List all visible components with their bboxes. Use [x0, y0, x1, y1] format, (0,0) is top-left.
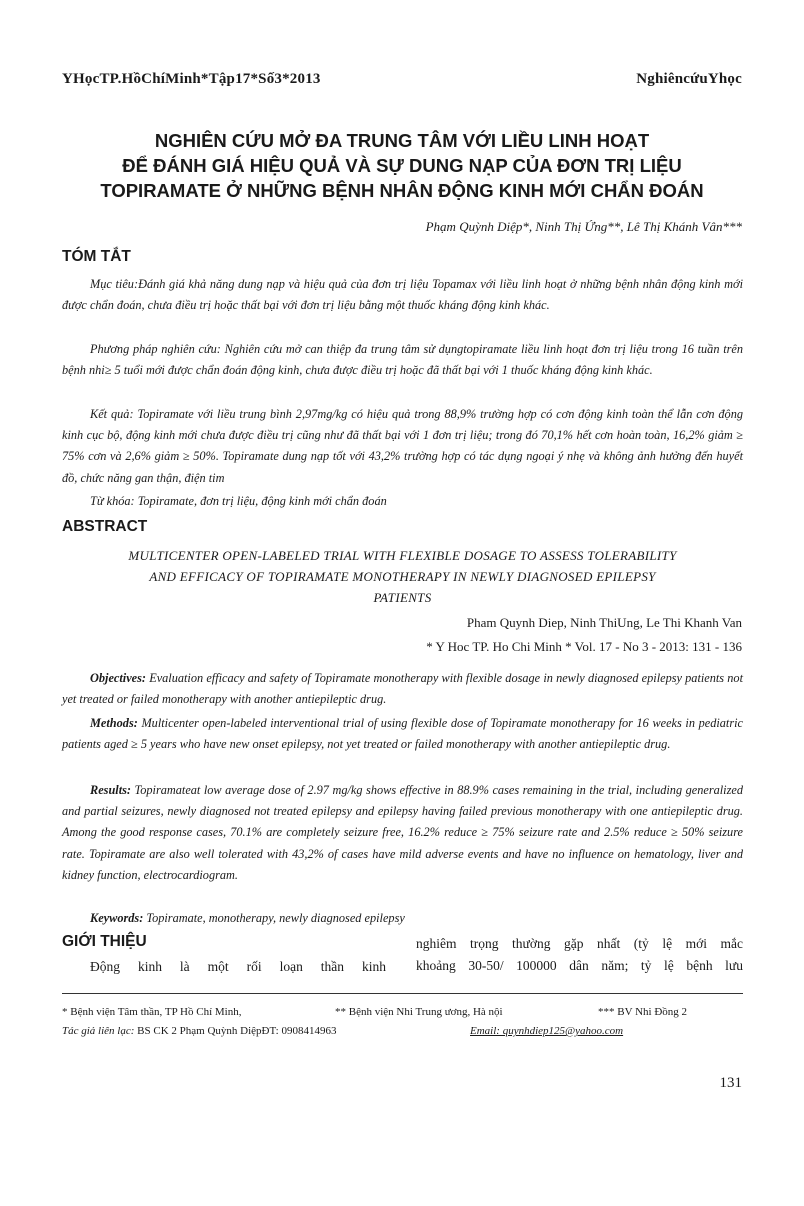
- intro-left-column-line: Động kinh là một rối loạn thần kinh: [90, 959, 386, 974]
- footnote-divider: [62, 993, 743, 994]
- label-keywords: Keywords:: [90, 911, 144, 925]
- intro-right-line-1: nghiêm trọng thường gặp nhất (tỷ lệ mới mắc: [416, 936, 743, 951]
- contact-text: BS CK 2 Phạm Quỳnh DiệpĐT: 0908414963: [134, 1025, 337, 1037]
- english-title-line-3: PATIENTS: [373, 590, 432, 605]
- contact-label: Tác giả liên lạc:: [62, 1025, 135, 1037]
- abstract-en-objectives: [62, 668, 743, 710]
- section-heading-intro: GIỚI THIỆU: [62, 933, 147, 950]
- label-results: Results:: [90, 783, 131, 797]
- section-heading-abstract: ABSTRACT: [62, 518, 148, 535]
- article-title: [40, 128, 764, 203]
- title-line-1: NGHIÊN CỨU MỞ ĐA TRUNG TÂM VỚI LIỀU LINH HOẠT: [154, 130, 650, 151]
- label-ketqua: Kết quả:: [90, 407, 134, 421]
- text-phuongphap: Nghiên cứu mở can thiệp đa trung tâm sử dụngtopiramate liều linh hoạt đơn trị liệu trong 16 tuần trên bệnh nhi≥ 5 tuổi mới được chẩn đoán động kinh, chưa được điều trị hoặc đã thất bại với 1 thuốc kháng động kinh khác.: [62, 342, 744, 378]
- intro-right-column: [416, 933, 743, 977]
- text-muctieu: Đánh giá khả năng dung nạp và hiệu quả của đơn trị liệu Topamax với liều linh hoạt ở những bệnh nhân động kinh mới được chẩn đoán, chưa điều trị hoặc thất bại với đơn trị liệu bằng một thuốc kháng động kinh khác.: [62, 277, 743, 313]
- text-ketqua: Topiramate với liều trung bình 2,97mg/kg có hiệu quả trong 88,9% trường hợp có cơn động kinh toàn thể lẫn cơn động kinh cục bộ, động kinh mới chưa được điều trị cũng như đã thất bại với 1 đơn trị liệu; trong đó 70,1% hết cơn hoàn toàn, 16,2% giảm ≥ 75% cơn và 2,6% giảm ≥ 50%. Topiramate dung nạp tốt với 43,2% trường hợp có tác dụng ngoại ý nhẹ và không ảnh hưởng đến huyết đồ, chức năng gan thận, điện tim: [62, 407, 743, 485]
- author-email-link[interactable]: Email: quynhdiep125@yahoo.com: [470, 1025, 624, 1037]
- text-tukhoa: Topiramate, đơn trị liệu, động kinh mới chẩn đoán: [134, 494, 387, 508]
- footnote-affil-2: ** Bệnh viện Nhi Trung ương, Hà nội: [335, 1006, 503, 1018]
- intro-right-line-2: khoảng 30-50/ 100000 dân năm; tỷ lệ bệnh lưu: [416, 958, 743, 973]
- english-title-line-2: AND EFFICACY OF TOPIRAMATE MONOTHERAPY IN NEWLY DIAGNOSED EPILEPSY: [149, 569, 656, 584]
- abstract-vn-results: [62, 404, 743, 489]
- abstract-vn-methods: [62, 339, 743, 381]
- abstract-vn-keywords: [62, 491, 743, 512]
- citation: * Y Hoc TP. Ho Chi Minh * Vol. 17 - No 3 - 2013: 131 - 136: [426, 639, 742, 654]
- english-title: [62, 545, 743, 608]
- text-objectives: Evaluation efficacy and safety of Topiramate monotherapy with flexible dosage in newly diagnosed epilepsy patients not yet treated or failed monotherapy with another antiepileptic drug.: [62, 671, 743, 707]
- label-muctieu: Mục tiêu:: [90, 277, 139, 291]
- text-keywords: Topiramate, monotherapy, newly diagnosed epilepsy: [143, 911, 405, 925]
- abstract-en-results: [62, 780, 743, 886]
- author-list: Phạm Quỳnh Diệp*, Ninh Thị Ứng**, Lê Thị Khánh Vân***: [425, 219, 742, 234]
- title-line-3: TOPIRAMATE Ở NHỮNG BỆNH NHÂN ĐỘNG KINH MỚI CHẨN ĐOÁN: [100, 180, 704, 201]
- footnote-affil-3: *** BV Nhi Đồng 2: [598, 1006, 688, 1018]
- running-header-right: NghiêncứuYhọc: [636, 71, 742, 87]
- footnote-contact: [62, 1024, 336, 1039]
- text-results: Topiramateat low average dose of 2.97 mg/kg shows effective in 88.9% cases remaining in the trial, including generalized and partial seizures, newly diagnosed not treated epilepsy and epilepsy having failed previous monotherapy with one antiepileptic drug. Among the good response cases, 70.1% are completely seizure free, 16.2% reduce ≥ 75% seizure rate and 2.5% reduce ≥ 50% seizure rate. Topiramate are also well tolerated with 43,2% of cases have mild adverse events and have no influence on hematology, liver and kidney function, electrocardiogram.: [62, 783, 743, 882]
- label-methods: Methods:: [90, 716, 138, 730]
- abstract-en-keywords: [62, 908, 743, 929]
- page-number: 131: [719, 1075, 742, 1091]
- label-phuongphap: Phương pháp nghiên cứu:: [90, 342, 221, 356]
- running-header-left: YHọcTP.HồChíMinh*Tập17*Số3*2013: [62, 71, 321, 87]
- abstract-vn-objectives: [62, 274, 743, 316]
- title-line-2: ĐỂ ĐÁNH GIÁ HIỆU QUẢ VÀ SỰ DUNG NẠP CỦA ĐƠN TRỊ LIỆU: [122, 155, 682, 176]
- footnote-affil-1: * Bệnh viện Tâm thần, TP Hồ Chí Minh,: [62, 1006, 242, 1018]
- text-methods: Multicenter open-labeled interventional trial of using flexible dose of Topiramate monotherapy for 16 weeks in pediatric patients aged ≥ 5 years who have new onset epilepsy, not yet treated or failed monotherapy with another antiepileptic drug.: [62, 716, 743, 752]
- abstract-en-methods: [62, 713, 743, 755]
- section-heading-tomtat: TÓM TẮT: [62, 248, 131, 265]
- english-title-line-1: MULTICENTER OPEN-LABELED TRIAL WITH FLEXIBLE DOSAGE TO ASSESS TOLERABILITY: [128, 548, 677, 563]
- label-objectives: Objectives:: [90, 671, 146, 685]
- label-tukhoa: Từ khóa:: [90, 494, 135, 508]
- english-authors: Pham Quynh Diep, Ninh ThiUng, Le Thi Khanh Van: [466, 615, 742, 630]
